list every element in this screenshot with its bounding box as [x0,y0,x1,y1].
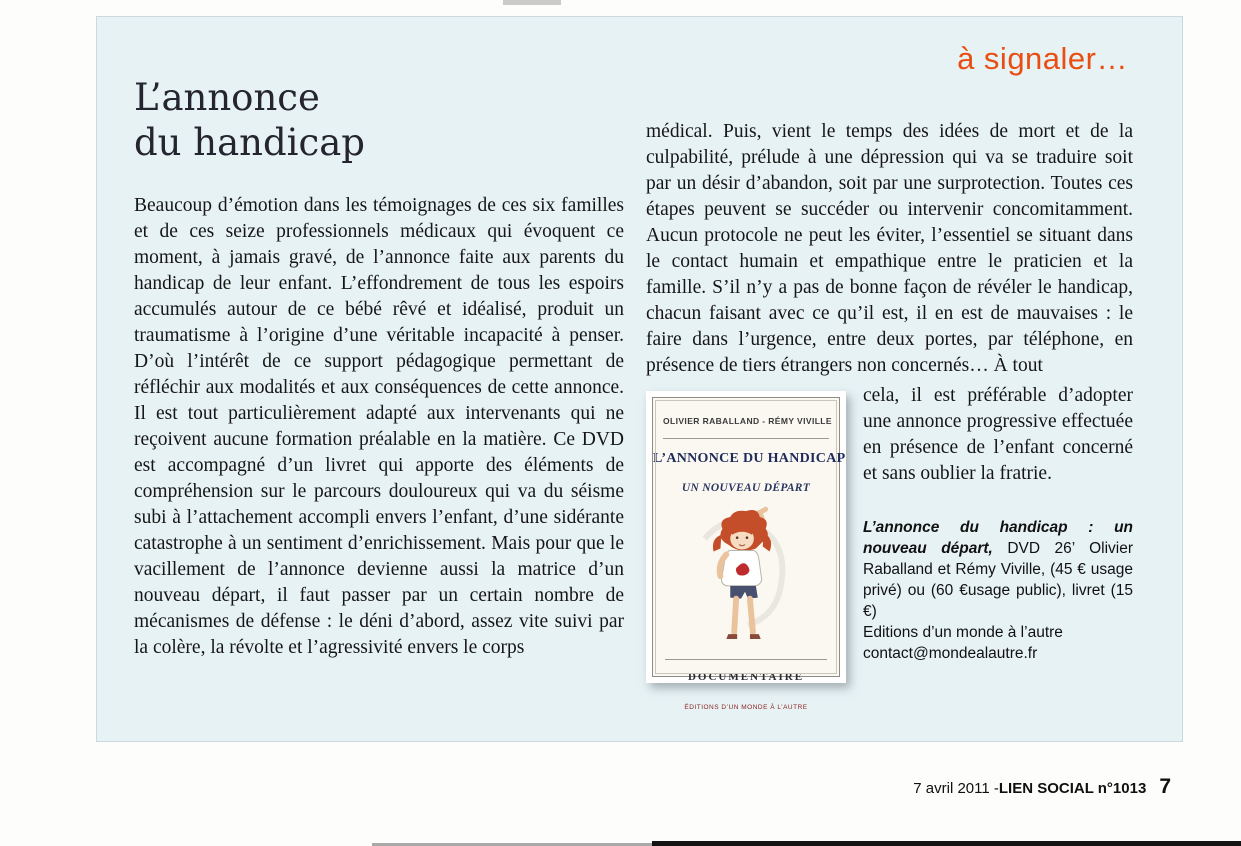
dvd-authors: OLIVIER RABALLAND - RÉMY VIVILLE [663,408,829,439]
image-text-wrap [646,383,1133,711]
article-text-beside-image: cela, il est préférable d’adopter une annonce progressive effectuée en présence de l’enfant concerné et sans oublier la fratrie. [863,385,1133,484]
dvd-girl-illustration [653,505,839,657]
footer-magazine-issue: LIEN SOCIAL n°1013 [998,780,1147,797]
page-footer [913,775,1171,799]
dvd-subtitle: UN NOUVEAU DÉPART [681,482,811,494]
article-title [134,75,365,165]
article-panel [96,16,1183,742]
caption-publisher: Editions d’un monde à l’autre [863,624,1063,641]
scan-artifact-top [503,0,561,5]
article-title-line1: L’annonce [134,76,320,119]
article-title-line2: du handicap [134,121,365,164]
dvd-genre: DOCUMENTAIRE [665,659,827,690]
dvd-title: L’ANNONCE DU HANDICAP [653,451,846,466]
scan-artifact-bottom-dark [652,841,1241,846]
dvd-publisher-logo: ÉDITIONS D’UN MONDE À L’AUTRE [684,704,808,711]
article-text-right-top: médical. Puis, vient le temps des idées de mort et de la culpabilité, prélude à une dépression qui va se traduire soit par un désir d’abandon, soit par une surprotection. Toutes ces étapes peuvent se succéder ou intervenir concomitamment. Aucun protocole ne peut les éviter, l’essentiel se situant dans le contact humain et empathique entre le praticien et la famille. S’il n’y a pas de bonne façon de révéler le handicap, chacun faisant avec ce qu’il est, il en est de mauvaises : le faire dans l’urgence, entre deux portes, par téléphone, en présence de tiers étrangers non concernés… À tout [646,121,1133,376]
footer-date: 7 avril 2011 - [913,780,999,797]
section-label: à signaler… [957,41,1128,76]
footer-page-number: 7 [1159,775,1171,798]
article-column-right [646,119,1133,711]
caption-title: L’annonce du handicap : un nouveau départ, [863,519,1133,557]
dvd-cover-inner [652,397,846,711]
article-column-left [134,193,624,661]
dvd-cover-image [646,391,846,711]
caption-details: DVD 26’ Olivier Raballand et Rémy Viville, (45 € usage privé) ou (60 €usage public), livret (15 €) [863,540,1133,620]
article-text-left: Beaucoup d’émotion dans les témoignages de ces six familles et de ces seize professionnels médicaux qui évoquent ce moment, à jamais gravé, de l’annonce faite aux parents du handicap de leur enfant. L’effondrement de tous les espoirs accumulés autour de ce bébé rêvé et idéalisé, produit un traumatisme à l’origine d’une véritable incapacité à penser. D’où l’intérêt de ce support pédagogique permettant de réfléchir aux modalités et aux conséquences de cette annonce. Il est tout particulièrement adapté aux intervenants qui ne reçoivent aucune formation préalable en la matière. Ce DVD est accompagné d’un livret qui apporte des éléments de compréhension sur le parcours douloureux qui va du séisme subi à l’attachement accompli envers l’enfant, d’une sidérante catastrophe à un sentiment d’enrichissement. Mais pour que le vacillement de l’annonce devienne aussi la matrice d’un nouveau départ, il faut passer par un certain nombre de mécanismes de défense : le déni d’abord, assez vite suivi par la colère, la révolte et l’agressivité envers le corps [134,195,624,658]
caption-contact: contact@mondealautre.fr [863,645,1038,662]
